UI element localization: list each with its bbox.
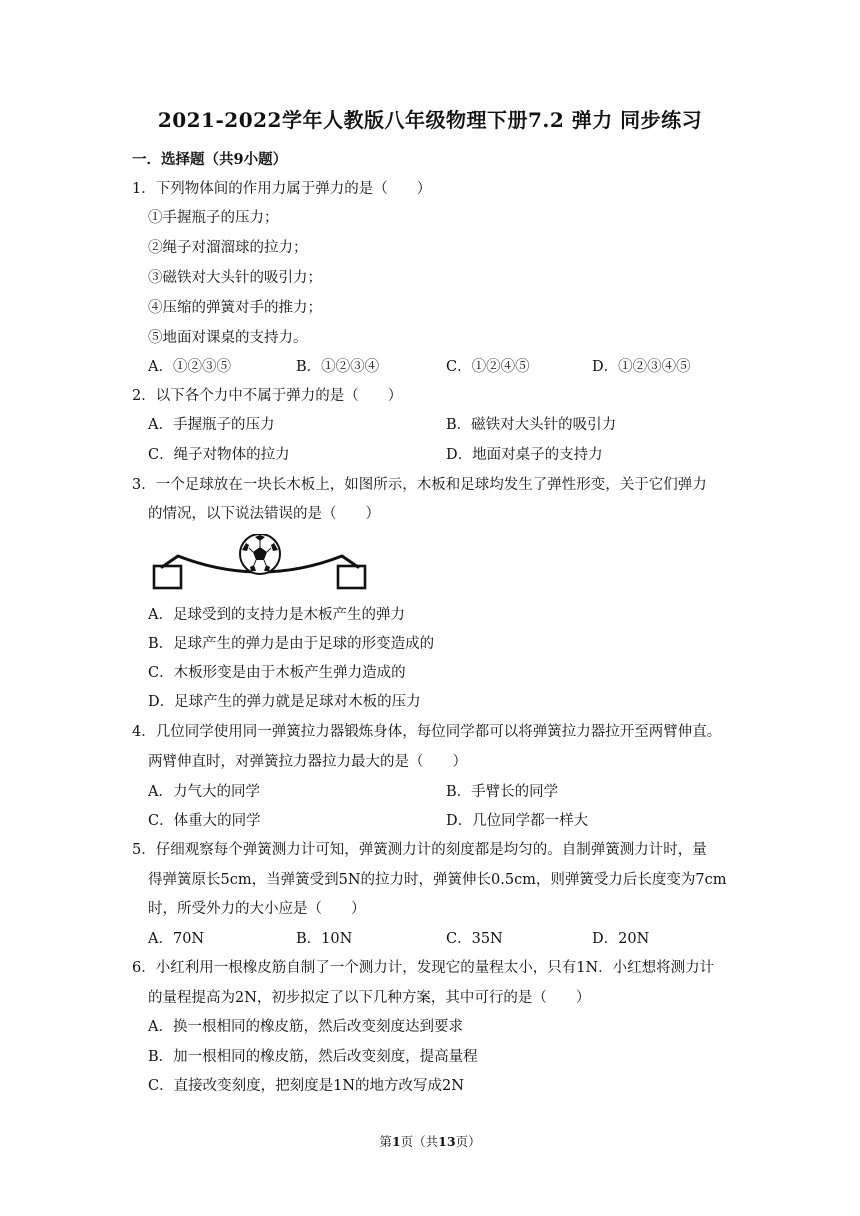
footer-middle: 页（共 (400, 1134, 439, 1149)
ball-on-board-figure (150, 534, 370, 594)
question-1-item-5: ⑤地面对课桌的支持力。 (148, 330, 308, 346)
question-4-option-a: A．力气大的同学 (148, 784, 260, 800)
question-1-option-d: D．①②③④⑤ (592, 359, 691, 375)
question-4-option-b: B．手臂长的同学 (446, 784, 559, 800)
question-3-option-d: D．足球产生的弹力就是足球对木板的压力 (148, 694, 421, 710)
question-6-option-a: A．换一根相同的橡皮筋，然后改变刻度达到要求 (148, 1019, 463, 1035)
question-3-stem-line-1: 3．一个足球放在一块长木板上，如图所示，木板和足球均发生了弹性形变，关于它们弹力 (132, 477, 707, 493)
question-4-option-d: D．几位同学都一样大 (446, 813, 589, 829)
question-2-option-c: C．绳子对物体的拉力 (148, 447, 290, 463)
question-5-option-a: A．70N (148, 931, 205, 947)
question-2-stem: 2．以下各个力中不属于弹力的是（ ） (132, 388, 403, 404)
question-3-option-b: B．足球产生的弹力是由于足球的形变造成的 (148, 636, 435, 652)
question-2-option-b: B．磁铁对大头针的吸引力 (446, 417, 617, 433)
question-4-stem-line-2: 两臂伸直时，对弹簧拉力器拉力最大的是（ ） (148, 754, 467, 770)
footer-suffix: 页） (455, 1134, 481, 1149)
question-5-stem-line-1: 5．仔细观察每个弹簧测力计可知，弹簧测力计的刻度都是均匀的。自制弹簧测力计时，量 (132, 842, 707, 858)
question-4-option-c: C．体重大的同学 (148, 813, 261, 829)
question-2-option-d: D．地面对桌子的支持力 (446, 447, 603, 463)
question-1-item-4: ④压缩的弹簧对手的推力； (148, 300, 322, 316)
question-5-option-d: D．20N (592, 931, 650, 947)
question-1-item-2: ②绳子对溜溜球的拉力； (148, 240, 308, 256)
question-1-option-c: C．①②④⑤ (446, 359, 530, 375)
question-5-option-b: B．10N (296, 931, 353, 947)
footer-page-number: 1 (391, 1134, 401, 1149)
question-1-item-1: ①手握瓶子的压力； (148, 210, 279, 226)
question-5-stem-line-2: 得弹簧原长5cm，当弹簧受到5N的拉力时，弹簧伸长0.5cm，则弹簧受力后长度变为7cm (148, 872, 727, 888)
question-6-option-b: B．加一根相同的橡皮筋，然后改变刻度，提高量程 (148, 1049, 478, 1065)
question-5-option-c: C．35N (446, 931, 503, 947)
question-4-stem-line-1: 4．几位同学使用同一弹簧拉力器锻炼身体，每位同学都可以将弹簧拉力器拉开至两臂伸直。 (132, 724, 722, 740)
footer-total-pages: 13 (438, 1134, 456, 1149)
page-title: 2021-2022学年人教版八年级物理下册7.2 弹力 同步练习 (157, 108, 703, 132)
footer-prefix: 第 (379, 1134, 392, 1149)
question-6-stem-line-2: 的量程提高为2N，初步拟定了以下几种方案，其中可行的是（ ） (148, 990, 591, 1006)
page-footer (0, 1132, 860, 1150)
question-3-option-c: C．木板形变是由于木板产生弹力造成的 (148, 665, 406, 681)
question-3-option-a: A．足球受到的支持力是木板产生的弹力 (148, 607, 405, 623)
question-2-option-a: A．手握瓶子的压力 (148, 417, 275, 433)
section-heading: 一．选择题（共9小题） (132, 151, 288, 168)
left-support-block (154, 566, 181, 588)
question-1-option-a: A．①②③⑤ (148, 359, 231, 375)
question-6-stem-line-1: 6．小红利用一根橡皮筋自制了一个测力计，发现它的量程太小，只有1N．小红想将测力计 (132, 960, 715, 976)
question-1-item-3: ③磁铁对大头针的吸引力； (148, 270, 322, 286)
question-6-option-c: C．直接改变刻度，把刻度是1N的地方改写成2N (148, 1078, 464, 1094)
soccer-ball-icon (240, 534, 280, 574)
right-support-block (338, 566, 365, 588)
question-3-stem-line-2: 的情况，以下说法错误的是（ ） (148, 506, 380, 522)
question-1-stem: 1．下列物体间的作用力属于弹力的是（ ） (132, 181, 432, 197)
question-1-option-b: B．①②③④ (296, 359, 380, 375)
question-5-stem-line-3: 时，所受外力的大小应是（ ） (148, 901, 366, 917)
